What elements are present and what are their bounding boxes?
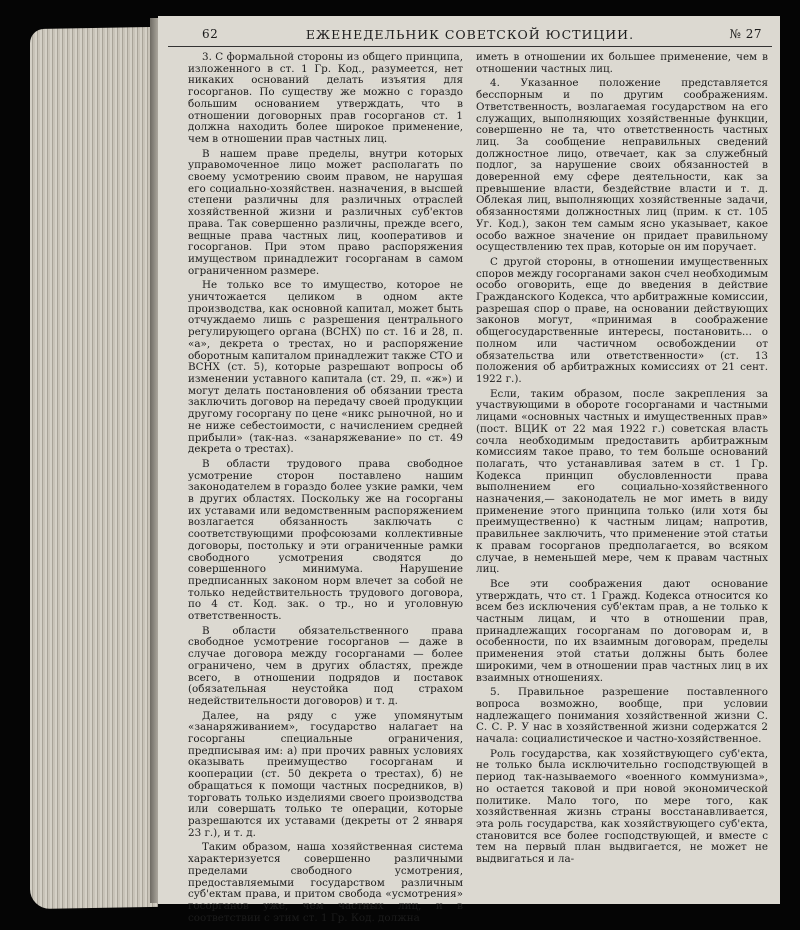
book-page-edges: [30, 27, 158, 909]
paragraph: 5. Правильное разрешение поставленного вопроса возможно, вообще, при условии надлежащего понимания хозяйственной жизни С. С. С. Р. У нас в хозяйственной жизни содержатся 2 начала: социалистическое и частно-хозяйственное.: [476, 686, 768, 746]
left-column: [188, 51, 463, 924]
journal-page: [158, 16, 780, 924]
paragraph: Если, таким образом, после закрепления за участвующими в обороте госорганами и частными лицами «основных частных и имущественных прав» (пост. ВЦИК от 22 мая 1922 г.) советская власть сочла необходимым предоставить арбитражным комиссиям такое право, то тем больше оснований полагать, что устанавливая затем в ст. 1 Гр. Кодекса принцип обусловленности права выполнением его социально-хозяйственного назначения,— законодатель не мог иметь в виду применение этого принципа только (или хотя бы преимущественно) к частным лицам; напротив, правильнее заключить, что применение этой статьи к правам госорганов предполагается, во всяком случае, в неменьшей мере, чем к правам частных лиц.: [476, 387, 768, 576]
paragraph: Таким образом, наша хозяйственная система характеризуется совершенно различными пределами свободного усмотрения, предоставляемыми государством различным суб'ектам права, и притом свобода «усмотрения» госорганов уже, чем частных лиц, и в соответствии с этим ст. 1 Гр. Код. должна: [188, 841, 463, 924]
paragraph: Все эти соображения дают основание утверждать, что ст. 1 Гражд. Кодекса относится ко всем без исключения суб'ектам прав, а не только к частным лицам, и что в отношении прав, принадлежащих госорганам по договорам и, в особенности, по их взаимным договорам, пределы применения этой статьи должны быть более широкими, чем в отношении прав частных лиц в их взаимных отношениях.: [476, 577, 768, 684]
paragraph: Роль государства, как хозяйствующего суб'екта, не только была исключительно господствующей в период так-называемого «военного коммунизма», но остается таковой и при новой экономической политике. Мало того, по мере того, как хозяйственная жизнь страны восстанавливается, эта роль государства, как хозяйствующего суб'екта, становится все более господствующей, и вместе с тем на первый план выдвигается, не может не выдвигаться и ла-: [476, 747, 768, 866]
journal-title: ЕЖЕНЕДЕЛЬНИК СОВЕТСКОЙ ЮСТИЦИИ.: [305, 27, 635, 42]
paragraph: В нашем праве пределы, внутри которых управомоченное лицо может располагать по своему усмотрению своим правом, не нарушая его социально-хозяйствен. назначения, в высшей степени различны для различных отраслей хозяйственной жизни и различных суб'ектов права. Так совершенно различны, прежде всего, вещные права частных лиц, кооперативов и госорганов. При этом право распоряжения имуществом принадлежит госорганам в самом ограниченном размере.: [188, 147, 463, 277]
paragraph: В области обязательственного права свободное усмотрение госорганов — даже в случае договора между госорганами — более ограничено, чем в других областях, прежде всего, в отношении подрядов и поставок (обязательная неустойка под страхом недействительности договоров) и т. д.: [188, 624, 463, 707]
paragraph: 4. Указанное положение представляется бесспорным и по другим соображениям. Ответственность, возлагаемая государством на его служащих, выполняющих хозяйственные функции, совершенно не та, что ответственность частных лиц. За сообщение неправильных сведений должностное лицо, отвечает, как за служебный подлог, за нарушение своих обязанностей в доверенной ему сфере деятельности, как за превышение власти, бездействие власти и т. д. Облекая лиц, выполняющих хозяйственные задачи, обязанностями должностных лиц (прим. к ст. 105 Уг. Код.), закон тем самым ясно указывает, какое особо важное значение он придает правильному осуществлению тех прав, которые он им поручает.: [476, 77, 768, 254]
right-column: [476, 52, 768, 896]
paragraph: Далее, на ряду с уже упомянутым «занаряживанием», государство налагает на госорганы специальные ограничения, предписывая им: а) при прочих равных условиях оказывать преимущество госорганам и кооперации (ст. 50 декрета о трестах), б) не обращаться к помощи частных посредников, в) торговать только изделиями своего производства или совершать только те операции, которые разрешаются их уставами (декреты от 2 января 23 г.), и т. д.: [188, 709, 463, 839]
page-header: [168, 24, 772, 47]
paragraph: С другой стороны, в отношении имущественных споров между госорганами закон счел необходимым особо оговорить, еще до введения в действие Гражданского Кодекса, что арбитражные комиссии, разрешая спор о праве, на основании действующих законов могут, «принимая в соображение общегосударственные интересы, постановить... о полном или частичном освобождении от обязательства или ответственности» (ст. 13 положения об арбитражных комиссиях от 21 сент. 1922 г.).: [476, 255, 768, 385]
paragraph: 3. С формальной стороны из общего принципа, изложенного в ст. 1 Гр. Код., разумеется, нет никаких оснований делать изъятия для госорганов. По существу же можно с гораздо большим основанием утверждать, что в отношении договорных прав госорганов ст. 1 должна находить более широкое применение, чем в отношении прав частных лиц.: [188, 51, 463, 145]
issue-number: № 27: [729, 27, 762, 41]
paragraph: Не только все то имущество, которое не уничтожается целиком в одном акте производства, как основной капитал, может быть отчуждаемо лишь с разрешения центрального регулирующего органа (ВСНХ) по ст. 16 и 28, п. «а», декрета о трестах, но и распоряжение оборотным капиталом принадлежит также СТО и ВСНХ (ст. 5), которые разрешают вопросы об изменении уставного капитала (ст. 29, п. «ж») и могут делать постановления об обязании треста заключить договор на передачу своей продукции другому госоргану по цене «никс рыночной, но и не ниже себестоимости, с начислением средней прибыли» (так-наз. «занаряжевание» по ст. 49 декрета о трестах).: [188, 279, 463, 456]
paragraph: В области трудового права свободное усмотрение сторон поставлено нашим законодателем в гораздо более узкие рамки, чем в других областях. Поскольку же на госорганы их уставами или ведомственным распоряжением возлагается обязанность заключать с соответствующими профсоюзами коллективные договоры, постольку и эти ограниченные рамки свободного усмотрения сводятся до совершенного минимума. Нарушение предписанных законом норм влечет за собой не только недействительность трудового договора, по 4 ст. Код. зак. о тр., но и уголовную ответственность.: [188, 457, 463, 623]
paragraph-continuation: иметь в отношении их большее применение, чем в отношении частных лиц.: [476, 51, 768, 75]
page-number: 62: [202, 27, 219, 41]
